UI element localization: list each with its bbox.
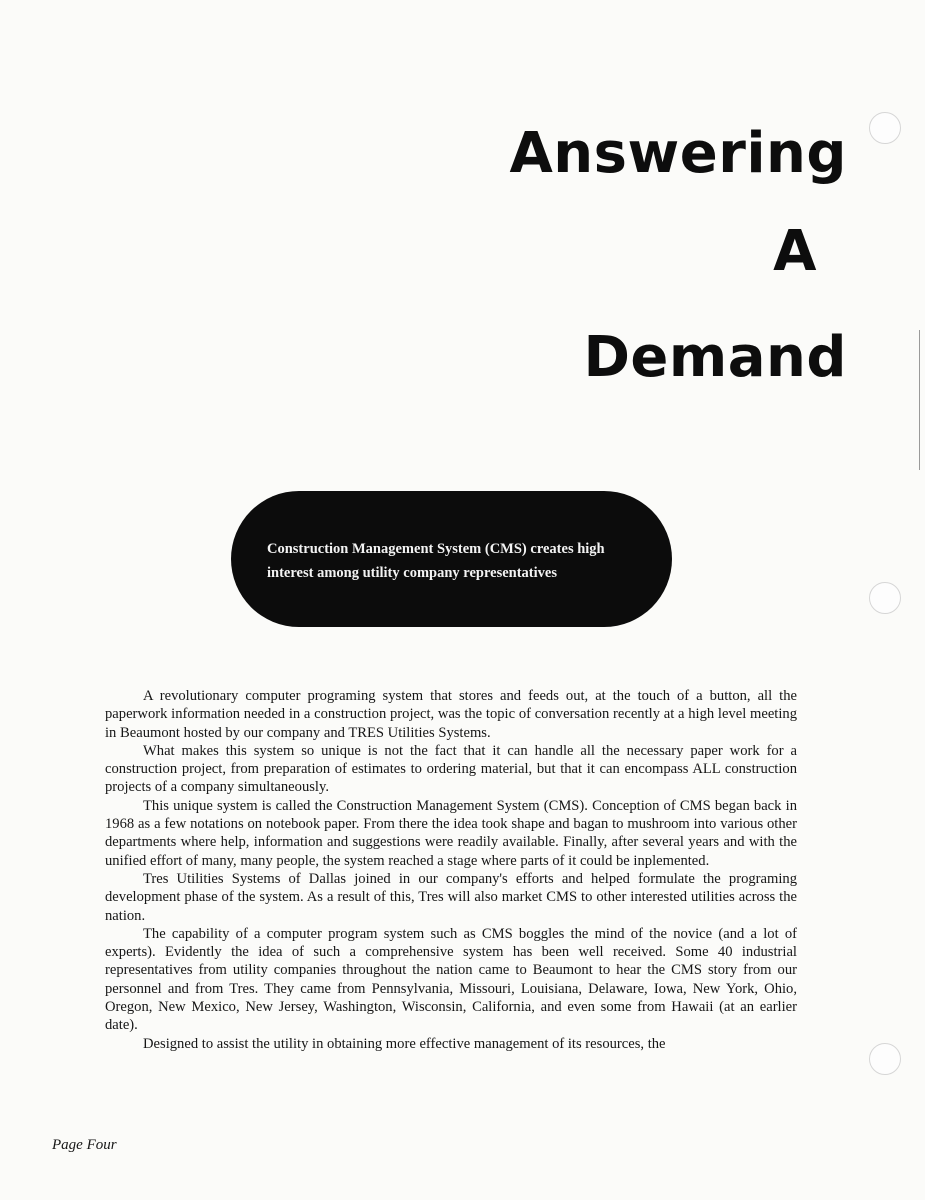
paragraph-6: Designed to assist the utility in obtaining more effective management of its resources, the <box>143 1035 666 1052</box>
punch-hole-top <box>869 112 901 144</box>
paragraph-4: Tres Utilities Systems of Dallas joined in our company's efforts and helped formulate the programing development phase of the system. As a result of this, Tres will also market CMS to other interested utilities across the nation. <box>105 870 797 924</box>
callout-line-2: interest among utility company representatives <box>267 565 557 581</box>
title-line-2: A <box>773 219 817 284</box>
article-body <box>105 687 797 1053</box>
punch-hole-middle <box>869 582 901 614</box>
page-number-label: Page Four <box>52 1137 117 1153</box>
paragraph-1: A revolutionary computer programing system that stores and feeds out, at the touch of a button, all the paperwork information needed in a construction project, was the topic of conversation recently at a high level meeting in Beaumont hosted by our company and TRES Utilities Systems. <box>105 688 797 741</box>
title-line-1: Answering <box>509 121 847 186</box>
punch-hole-bottom <box>869 1043 901 1075</box>
callout-banner <box>231 491 672 627</box>
title-line-3: Demand <box>583 325 847 390</box>
paragraph-3: This unique system is called the Construction Management System (CMS). Conception of CMS began back in 1968 as a few notations on notebook paper. From there the idea took shape and bagan to mushroom into various other departments where help, information and suggestions were readily available. Finally, after several years and with the unified effort of many, many people, the system reached a stage where parts of it could be inplemented. <box>105 797 797 869</box>
paragraph-2: What makes this system so unique is not the fact that it can handle all the necessary paper work for a construction project, from preparation of estimates to ordering material, but that it can encompass ALL construction projects of a company simultaneously. <box>105 742 797 796</box>
callout-line-1: Construction Management System (CMS) creates high <box>267 541 605 557</box>
callout-text <box>267 537 667 585</box>
page-edge-shadow <box>919 330 920 470</box>
paragraph-5: The capability of a computer program system such as CMS boggles the mind of the novice (and a lot of experts). Evidently the idea of such a comprehensive system has been well received. Some 40 industrial representatives from utility companies throughout the nation came to Beaumont to hear the CMS story from our personnel and from Tres. They came from Pennsylvania, Missouri, Louisiana, Delaware, Iowa, New York, Ohio, Oregon, New Mexico, New Jersey, Washington, Wisconsin, California, and even some from Hawaii (at an earlier date). <box>105 925 797 1034</box>
